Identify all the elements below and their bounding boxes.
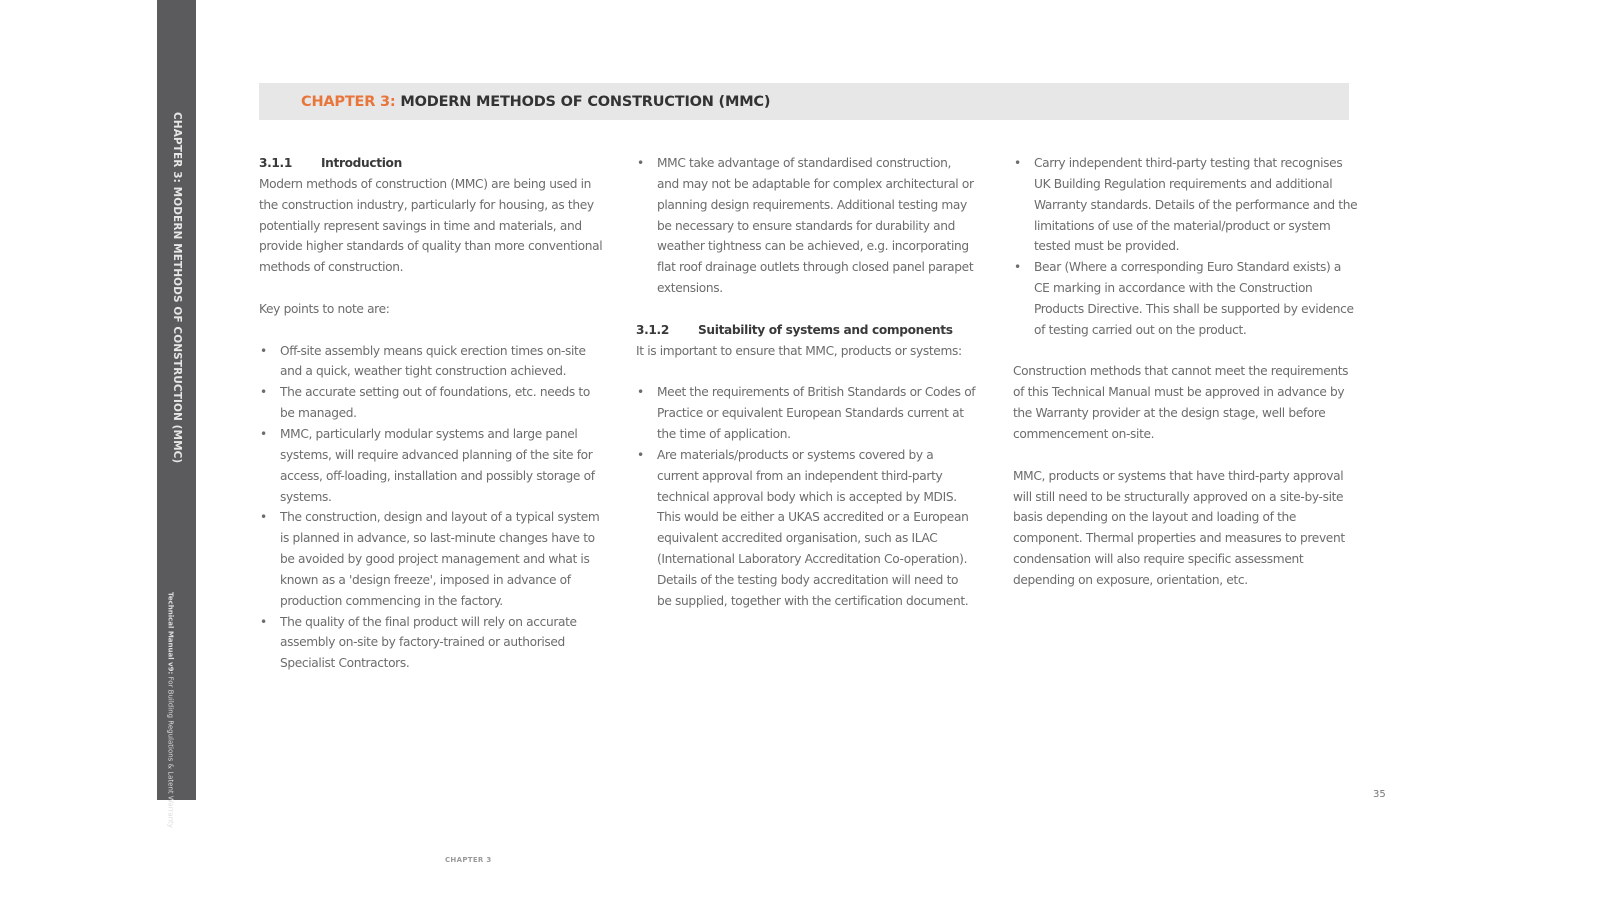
section-heading-3-1-1	[259, 153, 604, 174]
approval-paragraph: Construction methods that cannot meet the requirements of this Technical Manual must be approved in advance by the Warranty provider at the design stage, well before commencement on-site.	[1013, 364, 1349, 441]
suitability-list-continued	[1013, 153, 1358, 341]
chapter-title: MODERN METHODS OF CONSTRUCTION (MMC)	[400, 93, 771, 110]
side-brand-bold: Technical Manual v9:	[166, 592, 175, 675]
section-number: 3.1.2	[636, 322, 669, 337]
list-item: • Meet the requirements of British Standards or Codes of Practice or equivalent European Standards current at the time of application.	[636, 382, 976, 445]
list-item: • MMC, particularly modular systems and large panel systems, will require advanced planning of the site for access, off-loading, installation and possibly storage of systems.	[259, 424, 604, 507]
section-title: Suitability of systems and components	[698, 322, 953, 337]
list-item: • The accurate setting out of foundations, etc. needs to be managed.	[259, 382, 604, 424]
intro-paragraph: Modern methods of construction (MMC) are being used in the construction industry, particularly for housing, as they potentially represent savings in time and materials, and provide higher standards of quality than more conventional methods of construction.	[259, 176, 603, 275]
list-item: • The construction, design and layout of a typical system is planned in advance, so last-minute changes have to be avoided by good project management and what is known as a 'design freeze', imposed in advance of production commencing in the factory.	[259, 507, 604, 611]
text-column-2	[636, 153, 976, 612]
side-brand-rest: For Building Regulations & Latent Warranty	[166, 676, 175, 828]
text-column-1	[259, 153, 604, 674]
page-number: 35	[1373, 789, 1386, 800]
key-points-list	[259, 341, 604, 675]
side-brand-text	[166, 592, 175, 828]
key-points-label: Key points to note are:	[259, 301, 390, 316]
section-number: 3.1.1	[259, 156, 292, 170]
chapter-header-bar	[259, 83, 1349, 120]
list-item: • Off-site assembly means quick erection times on-site and a quick, weather tight construction achieved.	[259, 341, 604, 383]
text-column-3	[1013, 153, 1358, 591]
list-item: • Are materials/products or systems covered by a current approval from an independent third-party technical approval body which is accepted by MDIS. This would be either a UKAS accredited or a European equivalent accredited organisation, such as ILAC (International Laboratory Accreditation Co-operation). Details of the testing body accreditation will need to be supplied, together with the certification document.	[636, 445, 976, 612]
list-item: • Bear (Where a corresponding Euro Standard exists) a CE marking in accordance with the Construction Products Directive. This shall be supported by evidence of testing carried out on the product.	[1013, 257, 1358, 340]
list-item: • MMC take advantage of standardised construction, and may not be adaptable for complex architectural or planning design requirements. Additional testing may be necessary to ensure standards for durability and weather tightness can be achieved, e.g. incorporating flat roof drainage outlets through closed panel parapet extensions.	[636, 153, 976, 299]
side-chapter-title: CHAPTER 3: MODERN METHODS OF CONSTRUCTION (MMC)	[171, 112, 183, 464]
footer-chapter-label: CHAPTER 3	[445, 856, 492, 864]
section-title: Introduction	[321, 156, 402, 170]
list-item: • The quality of the final product will rely on accurate assembly on-site by factory-trained or authorised Specialist Contractors.	[259, 612, 604, 675]
chapter-label: CHAPTER 3:	[301, 93, 396, 110]
chapter-heading	[301, 94, 770, 110]
structural-approval-paragraph: MMC, products or systems that have third-party approval will still need to be structurally approved on a site-by-site basis depending on the layout and loading of the component. Thermal properties and measures to prevent condensation will also require specific assessment depending on exposure, orientation, etc.	[1013, 468, 1345, 587]
list-item: • Carry independent third-party testing that recognises UK Building Regulation requirements and additional Warranty standards. Details of the performance and the limitations of use of the material/product or system tested must be provided.	[1013, 153, 1358, 257]
suitability-intro: It is important to ensure that MMC, products or systems:	[636, 343, 962, 358]
mmc-points-list	[636, 153, 976, 299]
section-heading-3-1-2	[636, 320, 976, 341]
suitability-list	[636, 382, 976, 611]
